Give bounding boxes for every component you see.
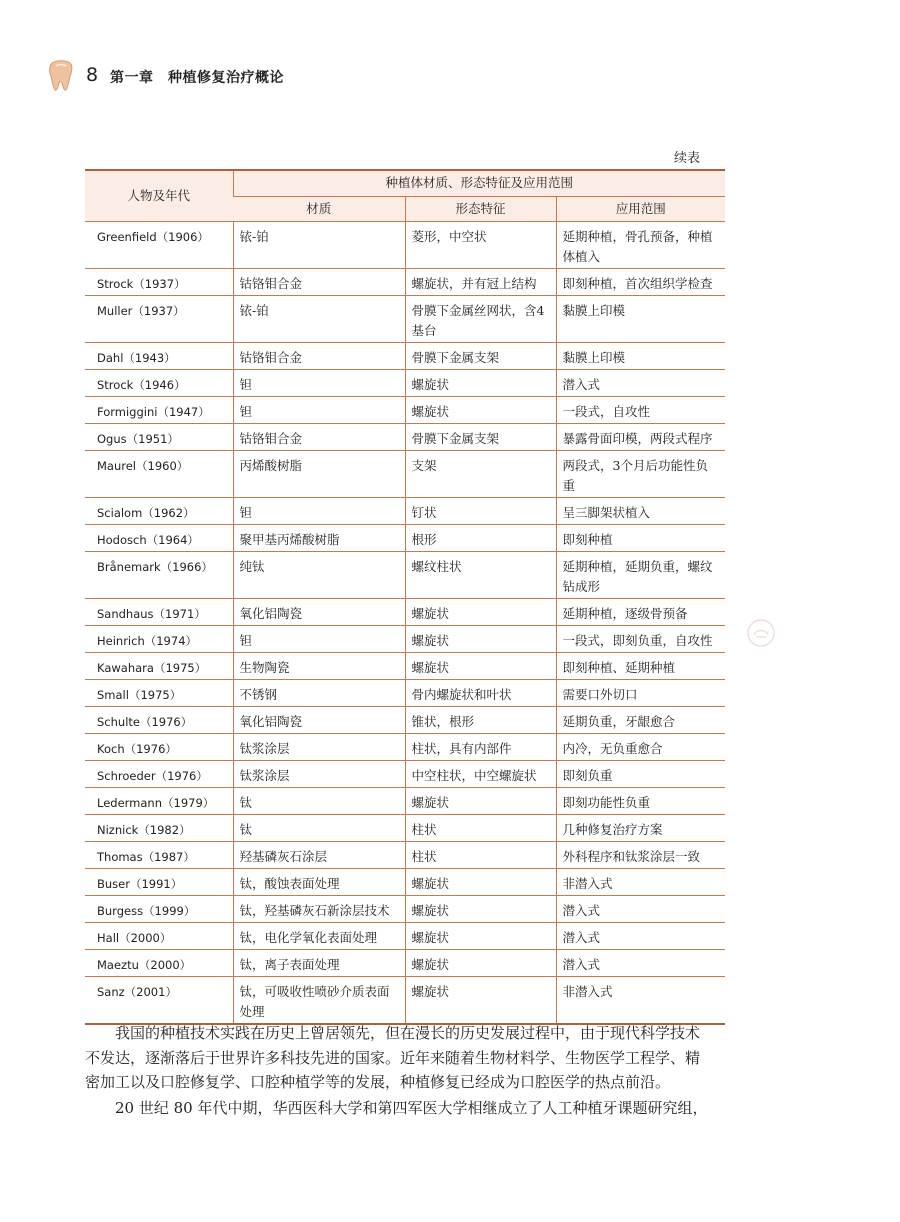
cell-application: 延期负重，牙龈愈合	[556, 707, 725, 734]
cell-name: Heinrich（1974）	[85, 626, 233, 653]
cell-application: 潜入式	[556, 923, 725, 950]
cell-name: Ogus（1951）	[85, 424, 233, 451]
cell-material: 丙烯酸树脂	[233, 451, 405, 498]
cell-form: 螺旋状	[405, 397, 556, 424]
table-row	[85, 525, 725, 552]
table-row	[85, 370, 725, 397]
table-row	[85, 950, 725, 977]
cell-material: 钛	[233, 815, 405, 842]
cell-application: 延期种植，延期负重，螺纹钻成形	[556, 552, 725, 599]
table-row	[85, 923, 725, 950]
cell-application: 一段式，自攻性	[556, 397, 725, 424]
table-row	[85, 343, 725, 370]
body-paragraph	[85, 1096, 725, 1121]
cell-form: 螺旋状	[405, 370, 556, 397]
cell-application: 内冷，无负重愈合	[556, 734, 725, 761]
cell-name: Hodosch（1964）	[85, 525, 233, 552]
cell-form: 柱状，具有内部件	[405, 734, 556, 761]
cell-name: Ledermann（1979）	[85, 788, 233, 815]
cell-form: 中空柱状，中空螺旋状	[405, 761, 556, 788]
column-header-material: 材质	[233, 196, 405, 222]
cell-name: Muller（1937）	[85, 296, 233, 343]
table-row	[85, 653, 725, 680]
cell-form: 螺纹柱状	[405, 552, 556, 599]
cell-application: 暴露骨面印模，两段式程序	[556, 424, 725, 451]
cell-application: 即刻种植	[556, 525, 725, 552]
cell-application: 延期种植，骨孔预备，种植体植入	[556, 222, 725, 269]
cell-material: 钴铬钼合金	[233, 424, 405, 451]
table-row	[85, 815, 725, 842]
cell-material: 钛，酸蚀表面处理	[233, 869, 405, 896]
cell-form: 支架	[405, 451, 556, 498]
cell-form: 锥状，根形	[405, 707, 556, 734]
cell-form: 菱形，中空状	[405, 222, 556, 269]
cell-application: 即刻负重	[556, 761, 725, 788]
paragraph-line: 我国的种植技术实践在历史上曾居领先，但在漫长的历史发展过程中，由于现代科学技术	[85, 1024, 701, 1042]
table-row	[85, 599, 725, 626]
cell-material: 铱-铂	[233, 222, 405, 269]
cell-name: Niznick（1982）	[85, 815, 233, 842]
cell-form: 螺旋状	[405, 869, 556, 896]
cell-form: 螺旋状	[405, 923, 556, 950]
cell-name: Small（1975）	[85, 680, 233, 707]
cell-material: 钽	[233, 626, 405, 653]
column-header-person: 人物及年代	[85, 170, 233, 222]
table-row	[85, 626, 725, 653]
cell-application: 呈三脚架状植入	[556, 498, 725, 525]
cell-application: 潜入式	[556, 950, 725, 977]
cell-material: 钽	[233, 397, 405, 424]
page-header	[48, 60, 448, 92]
cell-name: Maeztu（2000）	[85, 950, 233, 977]
cell-material: 钴铬钼合金	[233, 343, 405, 370]
cell-form: 柱状	[405, 842, 556, 869]
cell-material: 氧化铝陶瓷	[233, 707, 405, 734]
cell-name: Buser（1991）	[85, 869, 233, 896]
cell-name: Kawahara（1975）	[85, 653, 233, 680]
table-row	[85, 296, 725, 343]
cell-form: 骨膜下金属支架	[405, 343, 556, 370]
cell-application: 非潜入式	[556, 869, 725, 896]
watermark-logo-icon	[746, 618, 776, 648]
cell-form: 骨内螺旋状和叶状	[405, 680, 556, 707]
chapter-title: 第一章 种植修复治疗概论	[110, 70, 284, 86]
cell-name: Koch（1976）	[85, 734, 233, 761]
cell-material: 铱-铂	[233, 296, 405, 343]
cell-form: 根形	[405, 525, 556, 552]
table-row	[85, 788, 725, 815]
table-continued-label: 续表	[673, 151, 700, 166]
table-row	[85, 734, 725, 761]
cell-application: 即刻种植、延期种植	[556, 653, 725, 680]
cell-application: 黏膜上印模	[556, 296, 725, 343]
cell-application: 即刻功能性负重	[556, 788, 725, 815]
cell-form: 螺旋状	[405, 950, 556, 977]
column-group-header: 种植体材质、形态特征及应用范围	[233, 170, 725, 196]
cell-material: 钛，离子表面处理	[233, 950, 405, 977]
cell-form: 柱状	[405, 815, 556, 842]
cell-application: 一段式，即刻负重，自攻性	[556, 626, 725, 653]
page-number: 8	[86, 64, 99, 86]
cell-form: 骨膜下金属支架	[405, 424, 556, 451]
cell-application: 几种修复治疗方案	[556, 815, 725, 842]
cell-material: 聚甲基丙烯酸树脂	[233, 525, 405, 552]
cell-material: 钛	[233, 788, 405, 815]
cell-material: 钴铬钼合金	[233, 269, 405, 296]
cell-material: 钽	[233, 498, 405, 525]
cell-name: Schroeder（1976）	[85, 761, 233, 788]
table-row	[85, 424, 725, 451]
cell-form: 螺旋状	[405, 653, 556, 680]
cell-form: 钉状	[405, 498, 556, 525]
cell-application: 两段式，3个月后功能性负重	[556, 451, 725, 498]
cell-name: Sandhaus（1971）	[85, 599, 233, 626]
cell-form: 螺旋状	[405, 599, 556, 626]
table-row	[85, 707, 725, 734]
table-row	[85, 269, 725, 296]
paragraph-line: 20 世纪 80 年代中期，华西医科大学和第四军医大学相继成立了人工种植牙课题研究组，	[85, 1099, 708, 1117]
cell-name: Dahl（1943）	[85, 343, 233, 370]
cell-name: Greenfield（1906）	[85, 222, 233, 269]
cell-name: Maurel（1960）	[85, 451, 233, 498]
table-row	[85, 896, 725, 923]
cell-form: 螺旋状	[405, 626, 556, 653]
cell-material: 羟基磷灰石涂层	[233, 842, 405, 869]
cell-application: 外科程序和钛浆涂层一致	[556, 842, 725, 869]
cell-name: Formiggini（1947）	[85, 397, 233, 424]
cell-application: 潜入式	[556, 896, 725, 923]
table-row	[85, 552, 725, 599]
cell-name: Strock（1937）	[85, 269, 233, 296]
cell-form: 螺旋状	[405, 788, 556, 815]
cell-name: Burgess（1999）	[85, 896, 233, 923]
table-row	[85, 761, 725, 788]
cell-form: 骨膜下金属丝网状，含4基台	[405, 296, 556, 343]
paragraph-line: 不发达，逐渐落后于世界许多科技先进的国家。近年来随着生物材料学、生物医学工程学、精	[85, 1048, 701, 1067]
cell-name: Hall（2000）	[85, 923, 233, 950]
body-paragraph	[85, 1021, 725, 1095]
cell-form: 螺旋状	[405, 896, 556, 923]
cell-name: Strock（1946）	[85, 370, 233, 397]
table-row	[85, 498, 725, 525]
cell-application: 黏膜上印模	[556, 343, 725, 370]
column-header-application: 应用范围	[556, 196, 725, 222]
cell-name: Sanz（2001）	[85, 977, 233, 1025]
column-header-form: 形态特征	[405, 196, 556, 222]
table-row	[85, 977, 725, 1025]
table-row	[85, 451, 725, 498]
cell-material: 纯钛	[233, 552, 405, 599]
cell-application: 延期种植，逐级骨预备	[556, 599, 725, 626]
cell-material: 不锈钢	[233, 680, 405, 707]
cell-application: 非潜入式	[556, 977, 725, 1025]
paragraph-line: 密加工以及口腔修复学、口腔种植学等的发展，种植修复已经成为口腔医学的热点前沿。	[85, 1073, 671, 1091]
cell-material: 钛，羟基磷灰石新涂层技术	[233, 896, 405, 923]
cell-application: 需要口外切口	[556, 680, 725, 707]
table-row	[85, 222, 725, 269]
table-row	[85, 397, 725, 424]
table-row	[85, 869, 725, 896]
tooth-icon	[48, 60, 74, 92]
cell-material: 钽	[233, 370, 405, 397]
cell-material: 钛，可吸收性喷砂介质表面处理	[233, 977, 405, 1025]
cell-material: 生物陶瓷	[233, 653, 405, 680]
cell-name: Brånemark（1966）	[85, 552, 233, 599]
cell-application: 潜入式	[556, 370, 725, 397]
cell-material: 钛，电化学氧化表面处理	[233, 923, 405, 950]
cell-name: Thomas（1987）	[85, 842, 233, 869]
table-row	[85, 680, 725, 707]
cell-form: 螺旋状	[405, 977, 556, 1025]
table-row	[85, 842, 725, 869]
implant-history-table	[85, 169, 725, 1025]
cell-form: 螺旋状，并有冠上结构	[405, 269, 556, 296]
cell-name: Scialom（1962）	[85, 498, 233, 525]
cell-material: 钛浆涂层	[233, 761, 405, 788]
cell-name: Schulte（1976）	[85, 707, 233, 734]
cell-application: 即刻种植，首次组织学检查	[556, 269, 725, 296]
cell-material: 氧化铝陶瓷	[233, 599, 405, 626]
cell-material: 钛浆涂层	[233, 734, 405, 761]
